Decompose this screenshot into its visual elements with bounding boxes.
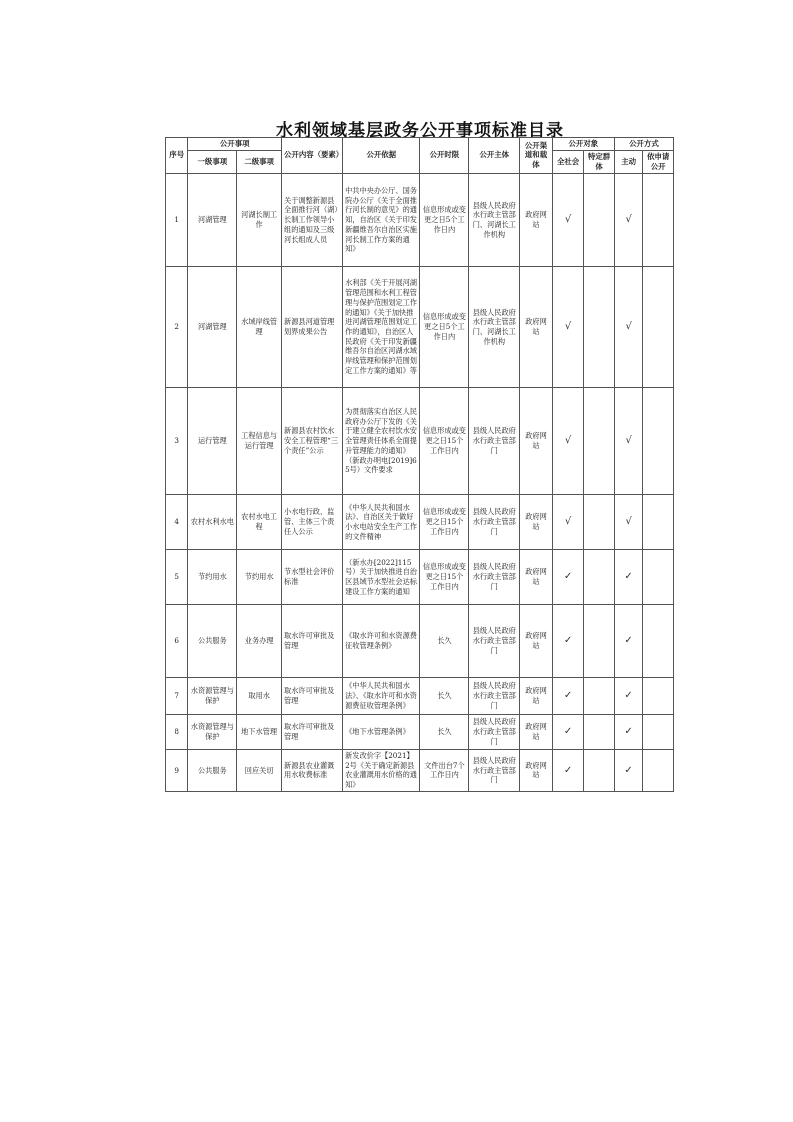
header-items: 公开事项: [188, 138, 282, 151]
row-content: 关于调整新源县全面推行河（湖）长制工作领导小组的通知及三级河长组成人员: [282, 173, 343, 266]
table-row: [166, 266, 674, 387]
row-content: 新源县农业灌溉用水收费标准: [282, 749, 343, 791]
row-time-limit: 信息形成或变更之日5个工作日内: [420, 266, 469, 387]
header-row-1: [166, 138, 674, 151]
row-seq: 7: [166, 677, 188, 714]
row-content: 小水电行政、监管、主体三个责任人公示: [282, 494, 343, 549]
row-time-limit: 信息形成或变更之日15个工作日内: [420, 549, 469, 604]
row-content: 节水型社会评价标准: [282, 549, 343, 604]
row-target-specific: [584, 604, 615, 677]
row-basis: 《中华人民共和国水法》、自治区关于做好小水电站安全生产工作的文件精神: [343, 494, 420, 549]
row-target-all: √: [552, 266, 584, 387]
row-level2: 工程信息与运行管理: [237, 387, 282, 494]
row-method-active: √: [614, 494, 643, 549]
header-target-all: 全社会: [552, 150, 584, 173]
row-seq: 6: [166, 604, 188, 677]
row-level1: 节约用水: [188, 549, 237, 604]
row-level1: 水资源管理与保护: [188, 714, 237, 749]
row-level2: 地下水管理: [237, 714, 282, 749]
row-seq: 5: [166, 549, 188, 604]
row-method-active: ✓: [614, 749, 643, 791]
header-target-specific: 特定群体: [584, 150, 615, 173]
table-row: [166, 749, 674, 791]
row-time-limit: 长久: [420, 714, 469, 749]
row-content: 取水许可审批及管理: [282, 604, 343, 677]
row-target-all: √: [552, 387, 584, 494]
row-level2: 取用水: [237, 677, 282, 714]
row-target-specific: [584, 494, 615, 549]
row-seq: 8: [166, 714, 188, 749]
row-method-apply: [643, 749, 674, 791]
row-target-all: ✓: [552, 749, 584, 791]
header-target: 公开对象: [552, 138, 614, 151]
header-method-active: 主动: [614, 150, 643, 173]
row-target-all: ✓: [552, 677, 584, 714]
row-time-limit: 信息形成或变更之日15个工作日内: [420, 387, 469, 494]
row-channel: 政府网站: [520, 549, 553, 604]
row-subject: 县级人民政府水行政主管部门: [469, 749, 520, 791]
row-channel: 政府网站: [520, 266, 553, 387]
row-content: 取水许可审批及管理: [282, 714, 343, 749]
row-time-limit: 长久: [420, 604, 469, 677]
row-method-apply: [643, 266, 674, 387]
header-level2: 二级事项: [237, 150, 282, 173]
table-row: [166, 494, 674, 549]
row-level2: 水域岸线管理: [237, 266, 282, 387]
row-channel: 政府网站: [520, 604, 553, 677]
row-target-all: ✓: [552, 604, 584, 677]
table-row: [166, 604, 674, 677]
row-target-all: ✓: [552, 714, 584, 749]
row-method-apply: [643, 494, 674, 549]
row-method-active: √: [614, 387, 643, 494]
header-method-apply: 依申请公开: [643, 150, 674, 173]
row-subject: 县级人民政府水行政主管部门: [469, 677, 520, 714]
row-method-active: ✓: [614, 604, 643, 677]
row-time-limit: 信息形成或变更之日5个工作日内: [420, 173, 469, 266]
header-channel: 公开渠道和载体: [520, 138, 553, 174]
row-method-active: √: [614, 266, 643, 387]
row-subject: 县级人民政府水行政主管部门: [469, 494, 520, 549]
row-level1: 运行管理: [188, 387, 237, 494]
row-level2: 河湖长制工作: [237, 173, 282, 266]
row-level2: 节约用水: [237, 549, 282, 604]
row-subject: 县级人民政府水行政主管部门: [469, 387, 520, 494]
row-basis: 中共中央办公厅、国务院办公厅《关于全面推行河长制的意见》的通知，自治区《关于印发新疆维吾尔自治区实施河长制工作方案的通知》: [343, 173, 420, 266]
table-body: [166, 173, 674, 791]
row-seq: 2: [166, 266, 188, 387]
row-method-active: ✓: [614, 549, 643, 604]
row-subject: 县级人民政府水行政主管部门: [469, 714, 520, 749]
row-target-all: √: [552, 173, 584, 266]
row-basis: 《地下水管理条例》: [343, 714, 420, 749]
row-method-apply: [643, 677, 674, 714]
table-row: [166, 387, 674, 494]
header-content: 公开内容（要素）: [282, 138, 343, 174]
row-content: 新源县农村饮水安全工程管理“三个责任”公示: [282, 387, 343, 494]
row-level1: 公共服务: [188, 749, 237, 791]
page-title: 水利领域基层政务公开事项标准目录: [276, 121, 564, 141]
row-level2: 业务办理: [237, 604, 282, 677]
row-target-all: ✓: [552, 549, 584, 604]
row-basis: （新水办[2022]115号）关于加快推进自治区县域节水型社会达标建设工作方案的通知: [343, 549, 420, 604]
header-subject: 公开主体: [469, 138, 520, 174]
table-row: [166, 677, 674, 714]
row-method-apply: [643, 604, 674, 677]
row-seq: 3: [166, 387, 188, 494]
row-channel: 政府网站: [520, 173, 553, 266]
row-subject: 县级人民政府水行政主管部门: [469, 604, 520, 677]
row-content: 取水许可审批及管理: [282, 677, 343, 714]
row-level1: 河湖管理: [188, 173, 237, 266]
row-subject: 县级人民政府水行政主管部门: [469, 549, 520, 604]
table-row: [166, 173, 674, 266]
row-subject: 县级人民政府水行政主管部门、河湖长工作机构: [469, 266, 520, 387]
row-channel: 政府网站: [520, 677, 553, 714]
row-method-apply: [643, 714, 674, 749]
row-level1: 河湖管理: [188, 266, 237, 387]
row-channel: 政府网站: [520, 749, 553, 791]
row-method-active: ✓: [614, 714, 643, 749]
row-basis: 《取水许可和水资源费征收管理条例》: [343, 604, 420, 677]
row-target-specific: [584, 387, 615, 494]
row-seq: 4: [166, 494, 188, 549]
row-target-all: √: [552, 494, 584, 549]
row-target-specific: [584, 266, 615, 387]
row-method-apply: [643, 549, 674, 604]
row-basis: 水利部《关于开展河湖管理范围和水利工程管理与保护范围划定工作的通知》《关于加快推进河湖管理范围划定工作的通知》，自治区人民政府《关于印发新疆维吾尔自治区河湖水域岸线管理和保护范围划定工作方案的通知》等: [343, 266, 420, 387]
row-seq: 1: [166, 173, 188, 266]
header-method: 公开方式: [614, 138, 673, 151]
row-channel: 政府网站: [520, 387, 553, 494]
row-basis: 《中华人民共和国水法》、《取水许可和水资源费征收管理条例》: [343, 677, 420, 714]
row-target-specific: [584, 749, 615, 791]
row-level1: 农村水利水电: [188, 494, 237, 549]
row-target-specific: [584, 714, 615, 749]
row-method-apply: [643, 173, 674, 266]
row-time-limit: 信息形成或变更之日15个工作日内: [420, 494, 469, 549]
row-target-specific: [584, 677, 615, 714]
header-level1: 一级事项: [188, 150, 237, 173]
catalog-table: [165, 137, 674, 792]
row-basis: 为贯彻落实自治区人民政府办公厅下发的《关于建立健全农村饮水安全管理责任体系全面提升管理能力的通知》（新政办明电[2019]65号）文件要求: [343, 387, 420, 494]
row-method-active: √: [614, 173, 643, 266]
row-level1: 水资源管理与保护: [188, 677, 237, 714]
header-time-limit: 公开时限: [420, 138, 469, 174]
row-seq: 9: [166, 749, 188, 791]
row-channel: 政府网站: [520, 714, 553, 749]
row-time-limit: 长久: [420, 677, 469, 714]
row-level1: 公共服务: [188, 604, 237, 677]
header-basis: 公开依据: [343, 138, 420, 174]
row-target-specific: [584, 549, 615, 604]
header-seq: 序号: [166, 138, 188, 174]
row-level2: 回应关切: [237, 749, 282, 791]
row-target-specific: [584, 173, 615, 266]
row-method-active: ✓: [614, 677, 643, 714]
row-basis: 新发改价字【2021】2号《关于确定新源县农业灌溉用水价格的通知》: [343, 749, 420, 791]
row-subject: 县级人民政府水行政主管部门、河湖长工作机构: [469, 173, 520, 266]
row-content: 新源县河道管理划界成果公告: [282, 266, 343, 387]
row-time-limit: 文件出台7个工作日内: [420, 749, 469, 791]
table-row: [166, 549, 674, 604]
row-channel: 政府网站: [520, 494, 553, 549]
table-row: [166, 714, 674, 749]
row-method-apply: [643, 387, 674, 494]
row-level2: 农村水电工程: [237, 494, 282, 549]
